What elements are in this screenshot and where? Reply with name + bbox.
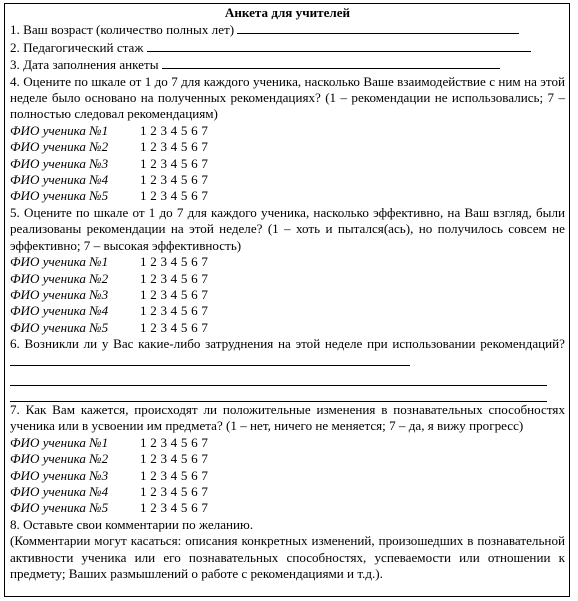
rating-scale[interactable]: 1 2 3 4 5 6 7: [140, 303, 209, 319]
rating-row[interactable]: [10, 254, 565, 270]
rating-scale[interactable]: 1 2 3 4 5 6 7: [140, 483, 209, 499]
rating-row[interactable]: [10, 484, 565, 500]
question-7-ratings: [10, 435, 565, 517]
rating-row[interactable]: [10, 156, 565, 172]
age-answer-line[interactable]: [237, 21, 519, 34]
rating-scale[interactable]: 1 2 3 4 5 6 7: [140, 188, 209, 204]
student-name: ФИО ученика №1: [10, 434, 109, 450]
student-name: ФИО ученика №4: [10, 483, 109, 499]
rating-scale[interactable]: 1 2 3 4 5 6 7: [140, 500, 209, 516]
rating-row[interactable]: [10, 468, 565, 484]
question-8-note: (Комментарии могут касаться: описания конкретных изменений, произошедших в познавательной активности ученика или его познавательных способностях, успеваемости или отношении к предмету; Ваших размышлений о работе с рекомендациями и т.д.).: [10, 533, 565, 581]
rating-scale[interactable]: 1 2 3 4 5 6 7: [140, 270, 209, 286]
experience-answer-line[interactable]: [147, 39, 531, 52]
student-name: ФИО ученика №5: [10, 188, 109, 204]
question-5-ratings: [10, 254, 565, 336]
rating-scale[interactable]: 1 2 3 4 5 6 7: [140, 467, 209, 483]
student-name: ФИО ученика №5: [10, 319, 109, 335]
question-4-ratings: [10, 123, 565, 205]
question-experience: [10, 39, 565, 56]
rating-row[interactable]: [10, 188, 565, 204]
rating-scale[interactable]: 1 2 3 4 5 6 7: [140, 172, 209, 188]
student-name: ФИО ученика №1: [10, 122, 109, 138]
student-name: ФИО ученика №3: [10, 467, 109, 483]
date-answer-line[interactable]: [162, 56, 500, 69]
student-name: ФИО ученика №1: [10, 254, 109, 270]
difficulties-answer-line[interactable]: [10, 370, 547, 386]
student-name: ФИО ученика №4: [10, 172, 109, 188]
question-5-text: 5. Оцените по шкале от 1 до 7 для каждого ученика, насколько эффективно, на Ваш взгляд, были реализованы рекомендации на этой неделе? (1 – хоть и пытался(ась), но получилось совсем не эффективно; 7 – высокая эффективность): [10, 204, 565, 253]
rating-scale[interactable]: 1 2 3 4 5 6 7: [140, 451, 209, 467]
question-6-label: 6. Возникли ли у Вас какие-либо затруднения на этой неделе при использовании рекомендаций?: [10, 336, 565, 352]
rating-row[interactable]: [10, 172, 565, 188]
student-name: ФИО ученика №5: [10, 500, 109, 516]
question-4-text: 4. Оцените по шкале от 1 до 7 для каждого ученика, насколько Ваше взаимодействие с ним на этой неделе было основано на полученных рекомендациях? (1 – рекомендации не использовались; 7 – полностью следовал рекомендациям): [10, 73, 565, 122]
rating-scale[interactable]: 1 2 3 4 5 6 7: [140, 254, 209, 270]
question-age-label: 1. Ваш возраст (количество полных лет): [10, 22, 235, 38]
question-6-text: [10, 336, 565, 370]
student-name: ФИО ученика №4: [10, 303, 109, 319]
student-name: ФИО ученика №3: [10, 286, 109, 302]
rating-row[interactable]: [10, 123, 565, 139]
rating-row[interactable]: [10, 500, 565, 516]
teacher-questionnaire: [4, 3, 570, 597]
rating-row[interactable]: [10, 271, 565, 287]
difficulties-answer-line[interactable]: [10, 386, 547, 402]
rating-scale[interactable]: 1 2 3 4 5 6 7: [140, 434, 209, 450]
rating-scale[interactable]: 1 2 3 4 5 6 7: [140, 319, 209, 335]
question-7-text: 7. Как Вам кажется, происходят ли положительные изменения в познавательных способностях ученика или в усвоении им предмета? (1 – нет, ничего не меняется; 7 – да, я вижу прогресс): [10, 401, 565, 434]
rating-scale[interactable]: 1 2 3 4 5 6 7: [140, 286, 209, 302]
rating-row[interactable]: [10, 287, 565, 303]
question-age: [10, 21, 565, 38]
rating-scale[interactable]: 1 2 3 4 5 6 7: [140, 122, 209, 138]
question-experience-label: 2. Педагогический стаж: [10, 39, 144, 55]
question-date-label: 3. Дата заполнения анкеты: [10, 57, 159, 73]
question-date: [10, 56, 565, 73]
difficulties-answer-line[interactable]: [10, 353, 410, 366]
student-name: ФИО ученика №2: [10, 451, 109, 467]
rating-scale[interactable]: 1 2 3 4 5 6 7: [140, 155, 209, 171]
student-name: ФИО ученика №2: [10, 139, 109, 155]
rating-scale[interactable]: 1 2 3 4 5 6 7: [140, 139, 209, 155]
student-name: ФИО ученика №3: [10, 155, 109, 171]
rating-row[interactable]: [10, 320, 565, 336]
rating-row[interactable]: [10, 435, 565, 451]
rating-row[interactable]: [10, 451, 565, 467]
form-title: Анкета для учителей: [224, 5, 351, 20]
question-8-text: 8. Оставьте свои комментарии по желанию.: [10, 516, 254, 532]
rating-row[interactable]: [10, 303, 565, 319]
student-name: ФИО ученика №2: [10, 270, 109, 286]
rating-row[interactable]: [10, 139, 565, 155]
